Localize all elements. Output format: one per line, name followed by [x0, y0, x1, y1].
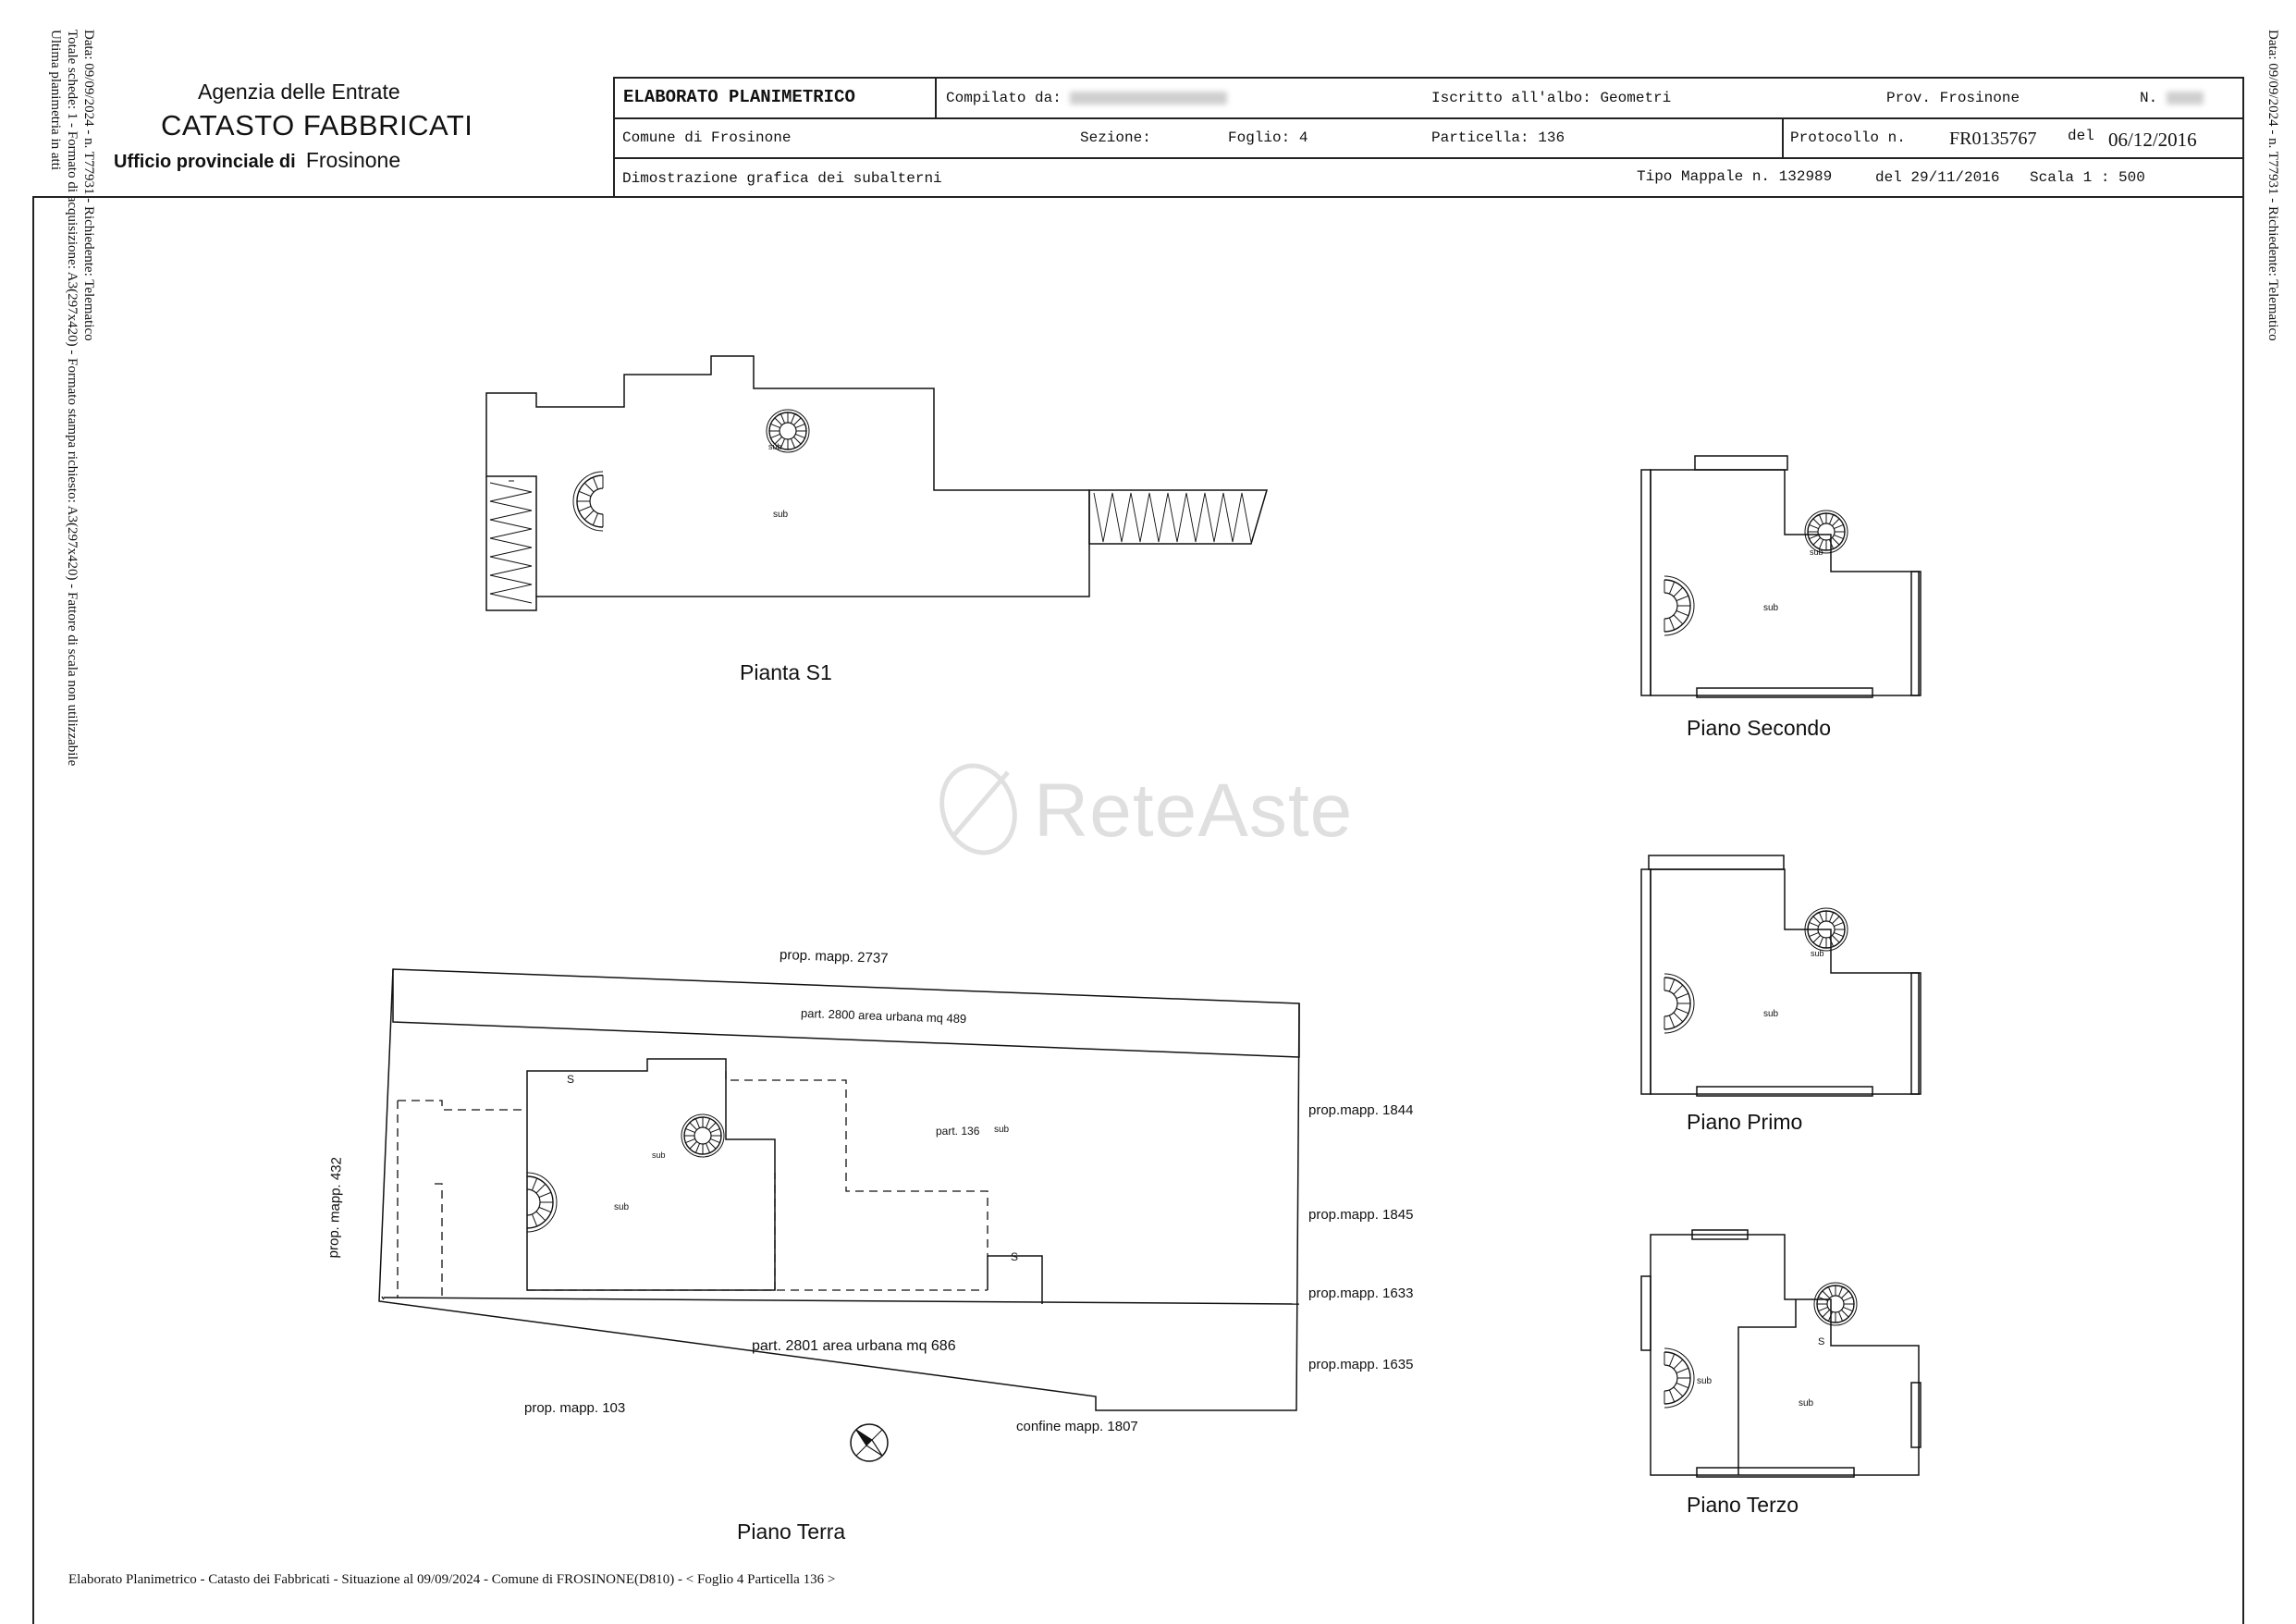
- footer-note: Elaborato Planimetrico - Catasto dei Fabbricati - Situazione al 09/09/2024 - Comune di FROSINONE(D810) - < Foglio 4 Particella 136 >: [68, 1572, 836, 1587]
- label-prop-103: prop. mapp. 103: [524, 1400, 626, 1416]
- watermark-logo-icon: [930, 756, 1026, 863]
- terra-sub-label: sub: [614, 1202, 630, 1212]
- header-table: [614, 78, 2243, 197]
- label-prop-2737: prop. mapp. 2737: [779, 946, 889, 967]
- pianta-s1-outline: [486, 356, 1267, 610]
- label-prop-432: prop. mapp. 432: [325, 1156, 345, 1259]
- terra-stair-icon: [527, 1173, 557, 1232]
- terra-sub-small: sub: [652, 1150, 666, 1160]
- piano-terra-dashed-boundary: [398, 1071, 988, 1298]
- piano-secondo-outline: [1641, 456, 1921, 697]
- pianta-s1-title: Pianta S1: [740, 660, 832, 684]
- watermark-text: ReteAste: [1034, 769, 1354, 853]
- sezione-label: Sezione:: [1080, 129, 1151, 146]
- terzo-sub-right: sub: [1799, 1398, 1814, 1409]
- side-note-right: Data: 09/09/2024 - n. T77931 - Richiedente: Telematico: [2265, 30, 2280, 341]
- side-note-line1: Data: 09/09/2024 - n. T77931 - Richiedente: Telematico: [81, 30, 96, 341]
- label-part-2800: part. 2800 area urbana mq 489: [800, 1005, 967, 1027]
- terzo-spiral-stair-icon: [1814, 1283, 1857, 1325]
- terzo-stair-icon: [1664, 1348, 1694, 1408]
- label-part-136: part. 136: [936, 1125, 980, 1138]
- label-prop-1633: prop.mapp. 1633: [1308, 1286, 1414, 1301]
- dimostrazione-label: Dimostrazione grafica dei subalterni: [622, 170, 942, 187]
- label-prop-1635: prop.mapp. 1635: [1308, 1357, 1414, 1372]
- compilato-label: Compilato da:: [946, 90, 1227, 106]
- label-prop-1844: prop.mapp. 1844: [1308, 1102, 1414, 1118]
- doc-title: ELABORATO PLANIMETRICO: [623, 87, 855, 107]
- ufficio-city: Frosinone: [305, 148, 401, 172]
- ufficio-prefix: Ufficio provinciale di: [114, 152, 296, 172]
- protocollo-del: del: [2068, 128, 2094, 144]
- foglio-label: Foglio: 4: [1228, 129, 1308, 146]
- piano-primo-title: Piano Primo: [1687, 1110, 1803, 1134]
- protocollo-value: FR0135767: [1949, 129, 2037, 149]
- side-note-line3: Ultima planimetria in atti: [48, 30, 63, 171]
- tipo-mappale-label: Tipo Mappale n. 132989: [1637, 168, 1833, 185]
- label-prop-1845: prop.mapp. 1845: [1308, 1207, 1414, 1223]
- piano-secondo-title: Piano Secondo: [1687, 716, 1832, 740]
- n-label: N.: [2140, 90, 2204, 106]
- scala-label: Scala 1 : 500: [2030, 169, 2145, 186]
- piano-terzo-title: Piano Terzo: [1687, 1493, 1799, 1517]
- terra-spiral-stair-icon: [681, 1114, 724, 1157]
- protocollo-date: 06/12/2016: [2108, 129, 2197, 151]
- albo-label: Iscritto all'albo: Geometri: [1431, 90, 1672, 106]
- terra-s-top: S: [567, 1073, 575, 1086]
- secondo-stair-icon: [1664, 576, 1694, 635]
- piano-primo-outline: [1641, 855, 1921, 1096]
- terzo-sub-left: sub: [1697, 1376, 1713, 1386]
- particella-label: Particella: 136: [1431, 129, 1565, 146]
- terzo-s-label: S: [1818, 1336, 1825, 1347]
- agency-name: Agenzia delle Entrate: [198, 80, 400, 104]
- secondo-sub-label: sub: [1763, 603, 1779, 613]
- primo-sub-small: sub: [1811, 949, 1824, 958]
- s1-sub-label: sub: [773, 510, 789, 520]
- label-confine-1807: confine mapp. 1807: [1016, 1419, 1138, 1434]
- label-part-2801: part. 2801 area urbana mq 686: [752, 1338, 956, 1354]
- terra-sub-136: sub: [994, 1125, 1010, 1135]
- s1-sub-small: sub: [768, 442, 782, 451]
- terra-s-bottom: S: [1011, 1250, 1019, 1263]
- comune-label: Comune di Frosinone: [622, 129, 792, 146]
- primo-sub-label: sub: [1763, 1009, 1779, 1019]
- north-compass-icon: [851, 1424, 888, 1461]
- catasto-title: CATASTO FABBRICATI: [161, 109, 473, 141]
- protocollo-label: Protocollo n.: [1790, 129, 1906, 146]
- piano-terra-title: Piano Terra: [737, 1519, 846, 1544]
- tipo-mappale-date: del 29/11/2016: [1875, 169, 2000, 186]
- piano-terzo-outline: [1641, 1230, 1921, 1477]
- prov-label: Prov. Frosinone: [1886, 90, 2020, 106]
- s1-stair-icon: [573, 472, 603, 531]
- secondo-sub-small: sub: [1810, 547, 1823, 557]
- primo-stair-icon: [1664, 974, 1694, 1033]
- side-note-line2: Totale schede: 1 - Formato di acquisizione: A3(297x420) - Formato stampa richiesto: A3(297x420) - Fattore di scala non utilizzabile: [65, 30, 80, 767]
- s1-ramps-hatching: [490, 483, 1251, 603]
